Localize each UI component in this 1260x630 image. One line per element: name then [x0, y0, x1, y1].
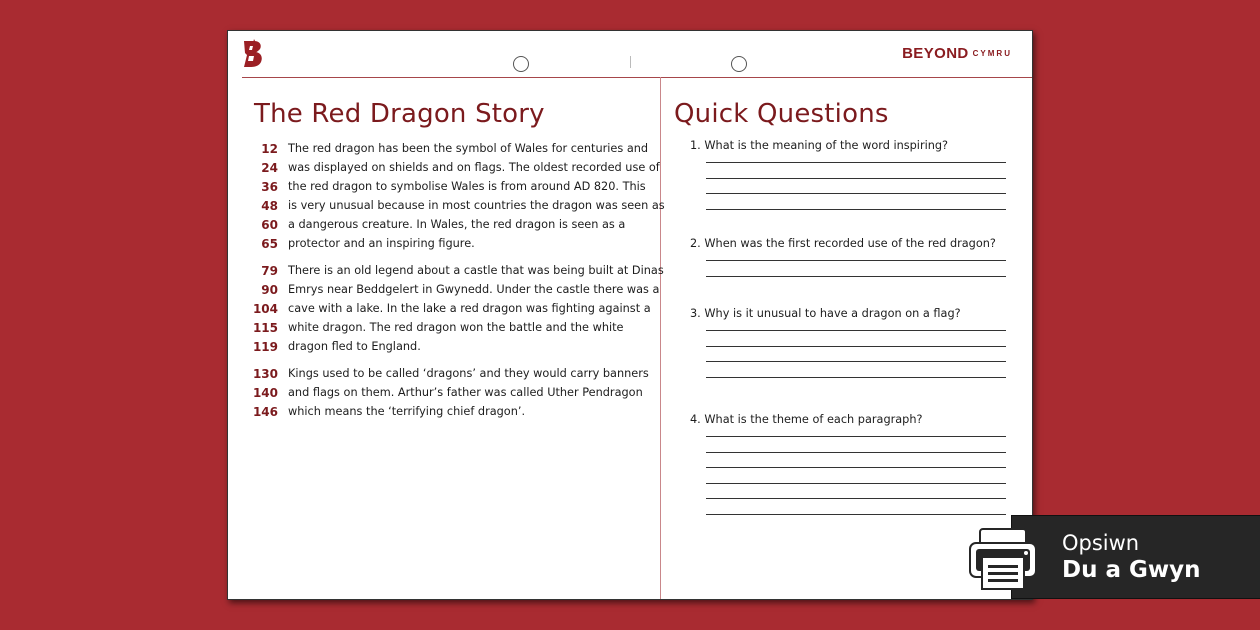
story-line-text: white dragon. The red dragon won the battle and the white	[288, 321, 624, 334]
word-count-number: 130	[252, 366, 278, 381]
story-line-text: protector and an inspiring figure.	[288, 237, 475, 250]
word-count-number: 36	[261, 179, 278, 194]
answer-line[interactable]	[706, 193, 1006, 194]
answer-line[interactable]	[706, 377, 1006, 378]
word-count-number: 65	[261, 236, 278, 251]
answer-line[interactable]	[706, 361, 1006, 362]
word-count-number: 115	[252, 320, 278, 335]
question-text: 1. What is the meaning of the word inspiring?	[690, 139, 949, 152]
story-line-text: is very unusual because in most countries the dragon was seen as	[288, 199, 665, 212]
word-count-number: 12	[261, 141, 278, 156]
question-text: 2. When was the first recorded use of the red dragon?	[690, 237, 996, 250]
answer-line[interactable]	[706, 346, 1006, 347]
word-count-number: 79	[261, 263, 278, 278]
story-line	[252, 299, 651, 318]
answer-line[interactable]	[706, 452, 1006, 453]
brand-wordmark	[902, 45, 1012, 62]
question-text: 4. What is the theme of each paragraph?	[690, 413, 923, 426]
print-option-value: Du a Gwyn	[1062, 557, 1201, 583]
word-count-number: 60	[261, 217, 278, 232]
story-line	[252, 280, 660, 299]
binder-hole	[731, 56, 747, 72]
answer-line[interactable]	[706, 467, 1006, 468]
worksheet	[227, 30, 1033, 600]
brand-sub: CYMRU	[972, 49, 1012, 58]
story-line-text: Kings used to be called ‘dragons’ and they would carry banners	[288, 367, 649, 380]
story-line	[252, 402, 648, 421]
word-count-number: 119	[252, 339, 278, 354]
story-line-text: There is an old legend about a castle that was being built at Dinas	[288, 264, 664, 277]
story-line-text: which means the ‘terrifying chief dragon’.	[288, 405, 526, 418]
story-line	[252, 337, 648, 356]
story-line	[252, 177, 648, 196]
story-paragraph	[252, 261, 664, 356]
story-line-text: a dangerous creature. In Wales, the red dragon is seen as a	[288, 218, 626, 231]
story-title: The Red Dragon Story	[254, 99, 545, 129]
brand-name: BEYOND	[902, 45, 969, 62]
story-line	[252, 364, 648, 383]
story-line	[252, 261, 664, 280]
answer-line[interactable]	[706, 260, 1006, 261]
answer-line[interactable]	[706, 436, 1006, 437]
story-paragraph	[252, 139, 665, 253]
story-line	[252, 234, 648, 253]
answer-line[interactable]	[706, 178, 1006, 179]
beyond-b-logo	[241, 39, 265, 69]
answer-line[interactable]	[706, 330, 1006, 331]
story-line	[252, 196, 665, 215]
story-line	[252, 318, 648, 337]
header-divider	[242, 77, 1032, 78]
printer-icon[interactable]	[966, 527, 1050, 593]
story-line	[252, 215, 648, 234]
fold-mark	[630, 56, 631, 68]
story-body	[252, 139, 665, 429]
word-count-number: 90	[261, 282, 278, 297]
word-count-number: 24	[261, 160, 278, 175]
story-paragraph	[252, 364, 648, 421]
story-line-text: The red dragon has been the symbol of Wales for centuries and	[288, 142, 649, 155]
page-divider	[660, 77, 661, 599]
word-count-number: 48	[261, 198, 278, 213]
question-text: 3. Why is it unusual to have a dragon on a flag?	[690, 307, 961, 320]
binder-hole	[513, 56, 529, 72]
story-line-text: Emrys near Beddgelert in Gwynedd. Under the castle there was a	[288, 283, 660, 296]
answer-line[interactable]	[706, 276, 1006, 277]
answer-line[interactable]	[706, 162, 1006, 163]
story-line	[252, 383, 648, 402]
print-option-label: Opsiwn	[1062, 531, 1140, 555]
questions-title: Quick Questions	[674, 99, 889, 129]
answer-line[interactable]	[706, 209, 1006, 210]
story-line	[252, 139, 648, 158]
answer-line[interactable]	[706, 483, 1006, 484]
word-count-number: 104	[252, 301, 278, 316]
story-line-text: the red dragon to symbolise Wales is from around AD 820. This	[288, 180, 646, 193]
story-line	[252, 158, 660, 177]
story-line-text: cave with a lake. In the lake a red dragon was fighting against a	[288, 302, 651, 315]
answer-line[interactable]	[706, 498, 1006, 499]
story-line-text: was displayed on shields and on flags. The oldest recorded use of	[288, 161, 660, 174]
story-line-text: dragon fled to England.	[288, 340, 421, 353]
word-count-number: 140	[252, 385, 278, 400]
answer-line[interactable]	[706, 514, 1006, 515]
word-count-number: 146	[252, 404, 278, 419]
story-line-text: and flags on them. Arthur’s father was called Uther Pendragon	[288, 386, 643, 399]
